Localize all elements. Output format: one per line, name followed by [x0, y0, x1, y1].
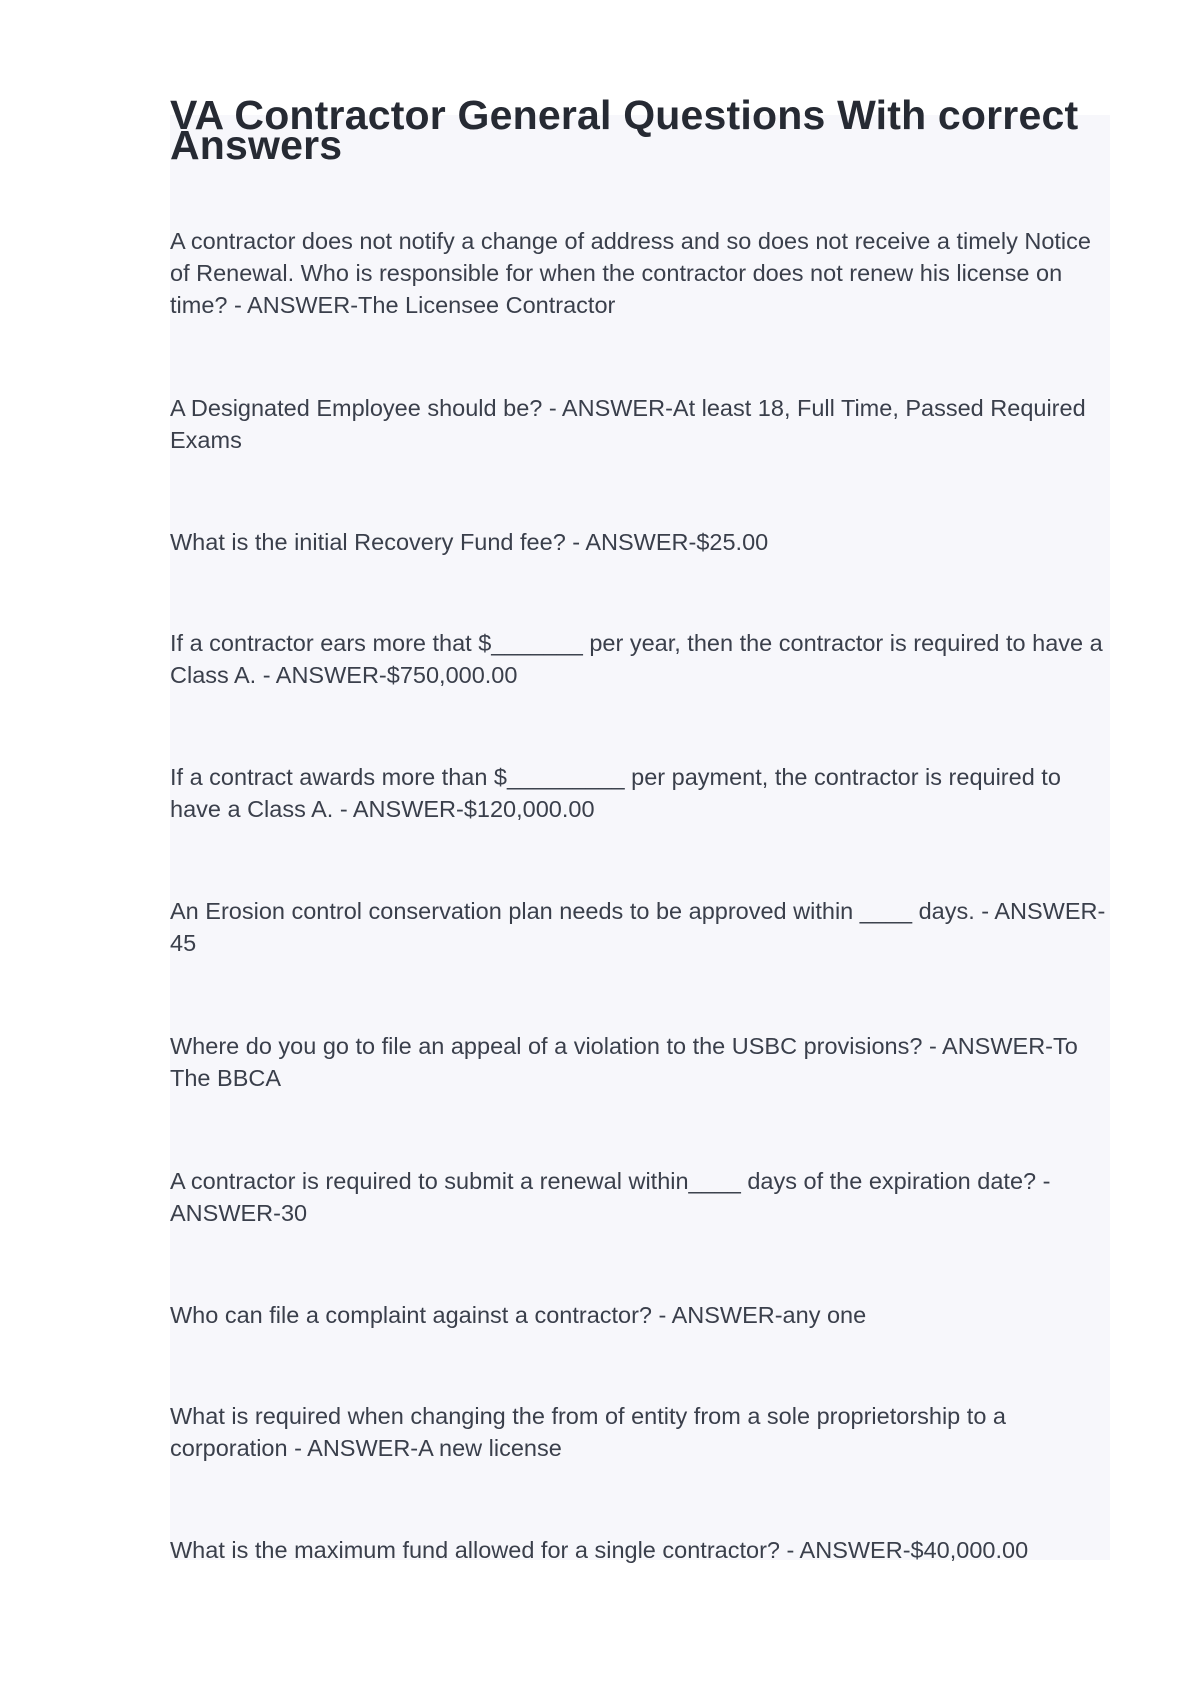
- qa-item: If a contractor ears more that $_______ per year, then the contractor is required to have a Class A. - ANSWER-$750,000.00: [170, 630, 1103, 688]
- qa-item: If a contract awards more than $_________ per payment, the contractor is required to have a Class A. - ANSWER-$120,000.00: [170, 764, 1061, 822]
- qa-item: What is the initial Recovery Fund fee? - ANSWER-$25.00: [170, 529, 769, 555]
- qa-item: What is required when changing the from of entity from a sole proprietorship to a corporation - ANSWER-A new license: [170, 1403, 1006, 1461]
- document-title: VA Contractor General Questions With correct Answers: [170, 92, 1079, 168]
- qa-item: A contractor is required to submit a renewal within____ days of the expiration date? - ANSWER-30: [170, 1168, 1051, 1226]
- qa-item: An Erosion control conservation plan needs to be approved within ____ days. - ANSWER-45: [170, 898, 1106, 956]
- qa-item: What is the maximum fund allowed for a single contractor? - ANSWER-$40,000.00: [170, 1537, 1029, 1563]
- qa-item: Who can file a complaint against a contractor? - ANSWER-any one: [170, 1302, 867, 1328]
- qa-item: A Designated Employee should be? - ANSWER-At least 18, Full Time, Passed Required Exams: [170, 395, 1086, 453]
- qa-item: A contractor does not notify a change of address and so does not receive a timely Notice of Renewal. Who is responsible for when the contractor does not renew his license on time? - ANSWER-The Licensee Contractor: [170, 228, 1091, 318]
- qa-item: Where do you go to file an appeal of a violation to the USBC provisions? - ANSWER-To The BBCA: [170, 1033, 1078, 1091]
- content-background: [170, 115, 1110, 1560]
